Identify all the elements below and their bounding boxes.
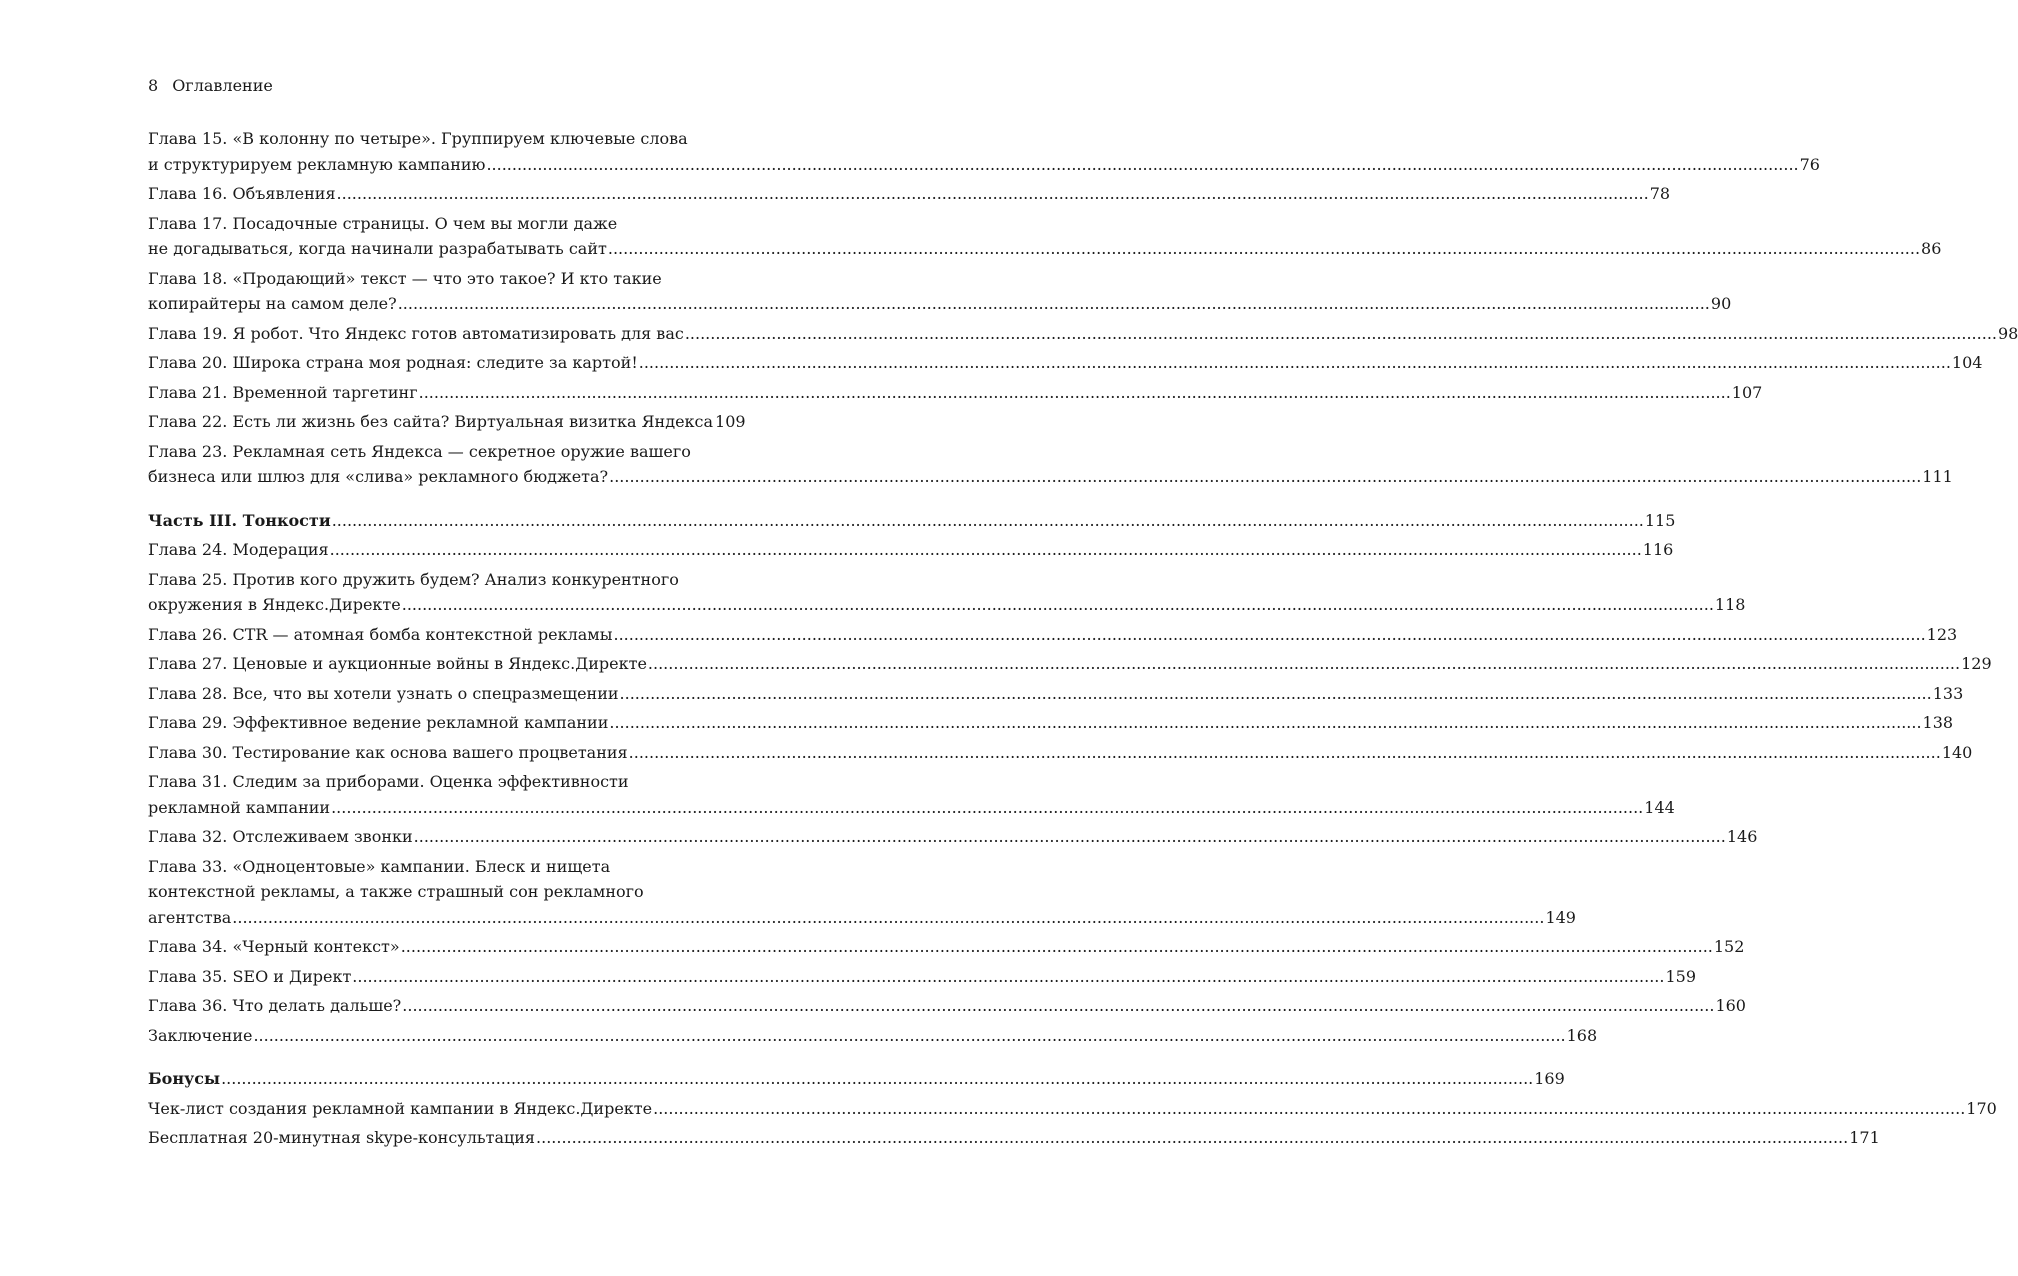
toc-entry-title: Чек-лист создания рекламной кампании в Яндекс.Директе: [148, 1098, 653, 1118]
toc-page-number: 76: [1799, 154, 1820, 174]
toc-entry-title: Бесплатная 20-минутная skype-консультация: [148, 1128, 536, 1147]
toc-entry-title: Глава 18. «Продающий» текст — что это такое? И кто такие: [148, 268, 662, 288]
toc-line: [148, 266, 738, 292]
toc-entry: [148, 266, 1732, 317]
toc-entry: [148, 1023, 1598, 1049]
page-number: 8: [148, 76, 159, 95]
toc-page-number: 171: [1849, 1128, 1880, 1147]
toc-entry: [148, 537, 1674, 563]
toc-page-number: 90: [1710, 294, 1732, 313]
dot-leader: [648, 651, 1960, 677]
toc-entry-title: Заключение: [148, 1025, 253, 1045]
toc-entry: [148, 993, 1746, 1019]
toc-entry-title: Глава 35. SEO и Директ: [148, 966, 352, 986]
toc-entry-title: Глава 26. CTR — атомная бомба контекстной рекламы: [148, 624, 613, 644]
dot-leader: [401, 934, 1713, 960]
toc-entry-title: Глава 33. «Одноцентовые» кампании. Блеск и нищета: [148, 856, 611, 876]
toc-entry-title: Глава 25. Против кого дружить будем? Анализ конкурентного: [148, 569, 679, 589]
toc-entry: [148, 380, 1763, 406]
toc-page-number: 109: [715, 412, 746, 431]
toc-entry-title: Глава 30. Тестирование как основа вашего процветания: [148, 742, 628, 762]
toc-line: [148, 380, 1763, 406]
dot-leader: [536, 1125, 1848, 1151]
toc-entry-title: Глава 28. Все, что вы хотели узнать о спецразмещении: [148, 683, 619, 703]
toc-line: [148, 321, 2018, 347]
toc-entry-title: Глава 36. Что делать дальше?: [148, 996, 402, 1015]
toc-entry-title: контекстной рекламы, а также страшный сон рекламного: [148, 882, 644, 901]
dot-leader: [609, 710, 1921, 736]
toc-page-number: 129: [1961, 654, 1992, 673]
toc-line: [148, 964, 1697, 990]
toc-page-number: 168: [1566, 1025, 1598, 1045]
toc-page-number: 138: [1922, 713, 1954, 732]
dot-leader: [639, 350, 1951, 376]
toc-entry: [148, 651, 1992, 677]
toc-line: [148, 592, 1746, 618]
toc-entry-title: не догадываться, когда начинали разрабатывать сайт: [148, 239, 607, 258]
toc-entry: [148, 710, 1954, 736]
toc-entry-title: Глава 22. Есть ли жизнь без сайта? Виртуальная визитка Яндекса: [148, 412, 714, 431]
toc-page-number: 140: [1941, 742, 1973, 762]
toc-entry: [148, 1066, 1565, 1092]
dot-leader: [398, 291, 1710, 317]
running-title: Оглавление: [172, 76, 273, 95]
dot-leader: [653, 1096, 1965, 1122]
dot-leader: [402, 592, 1714, 618]
toc-entry: [148, 740, 1973, 766]
toc-line: [148, 769, 738, 795]
toc-entry: [148, 824, 1758, 850]
dot-leader: [414, 824, 1726, 850]
dot-leader: [402, 993, 1714, 1019]
toc-entry-title: Глава 32. Отслеживаем звонки: [148, 827, 413, 846]
toc-entry: [148, 508, 1676, 534]
toc-page-number: 144: [1644, 797, 1675, 817]
toc-entry-title: Глава 27. Ценовые и аукционные войны в Яндекс.Директе: [148, 654, 647, 673]
toc-entry-title: Глава 16. Объявления: [148, 184, 336, 203]
toc-line: [148, 905, 1576, 931]
toc-entry-title: Глава 21. Временной таргетинг: [148, 382, 418, 402]
toc-page-number: 78: [1649, 184, 1671, 203]
toc-line: [148, 993, 1746, 1019]
toc-entry: [148, 409, 746, 435]
toc-page-number: 104: [1951, 353, 1983, 372]
toc-line: [148, 464, 1953, 490]
toc-entry: [148, 181, 1671, 207]
dot-leader: [352, 964, 1664, 990]
toc-line: [148, 740, 1973, 766]
toc-entry: [148, 211, 1942, 262]
toc-line: [148, 824, 1758, 850]
dot-leader: [629, 740, 1941, 766]
toc-line: [148, 508, 1676, 534]
toc-line: [148, 439, 738, 465]
toc-page-number: 159: [1665, 966, 1697, 986]
toc-line: [148, 211, 738, 237]
toc-line: [148, 236, 1942, 262]
toc-entry: [148, 567, 1746, 618]
dot-leader: [608, 236, 1920, 262]
toc-entry: [148, 321, 2018, 347]
toc-page-number: 170: [1966, 1098, 1997, 1118]
toc-entry: [148, 1125, 1880, 1151]
running-head: [148, 74, 273, 98]
toc-line: [148, 1023, 1598, 1049]
toc-page-number: 111: [1922, 467, 1953, 486]
toc-entry-title: Глава 19. Я робот. Что Яндекс готов автоматизировать для вас: [148, 323, 684, 343]
toc-line: [148, 879, 738, 905]
dot-leader: [419, 380, 1731, 406]
toc-page-number: 149: [1545, 907, 1576, 927]
toc-line: [148, 1125, 1880, 1151]
toc-page-number: 133: [1932, 683, 1964, 703]
toc-page-number: 98: [1997, 323, 2018, 343]
toc-page-number: 118: [1714, 595, 1746, 614]
toc-entry-title: и структурируем рекламную кампанию: [148, 154, 486, 174]
toc-entry-title: Глава 24. Модерация: [148, 540, 329, 559]
toc-line: [148, 681, 1964, 707]
toc-page-number: 160: [1715, 996, 1746, 1015]
toc-entry-title: агентства: [148, 907, 232, 927]
toc-entry: [148, 964, 1697, 990]
toc-entry-title: окружения в Яндекс.Директе: [148, 595, 401, 614]
toc-entry: [148, 439, 1953, 490]
dot-leader: [609, 464, 1921, 490]
toc-page-number: 123: [1926, 624, 1958, 644]
table-of-contents: [148, 126, 2018, 1155]
toc-line: [148, 350, 1983, 376]
dot-leader: [253, 1023, 1565, 1049]
toc-page-number: 116: [1642, 540, 1674, 559]
toc-entry-title: Глава 29. Эффективное ведение рекламной кампании: [148, 713, 609, 732]
toc-entry: [148, 934, 1745, 960]
toc-entry-title: Глава 15. «В колонну по четыре». Группируем ключевые слова: [148, 129, 688, 148]
toc-page-number: 86: [1921, 239, 1942, 258]
dot-leader: [613, 622, 1925, 648]
toc-line: [148, 181, 1671, 207]
dot-leader: [221, 1066, 1533, 1092]
toc-line: [148, 409, 746, 435]
dot-leader: [330, 537, 1642, 563]
toc-entry: [148, 681, 1964, 707]
toc-page-number: 107: [1731, 382, 1763, 402]
toc-line: [148, 651, 1992, 677]
toc-page-number: 115: [1644, 510, 1676, 530]
toc-line: [148, 934, 1745, 960]
toc-entry: [148, 854, 1576, 931]
dot-leader: [332, 508, 1644, 534]
dot-leader: [337, 181, 1649, 207]
toc-line: [148, 1096, 1997, 1122]
toc-entry-title: Глава 34. «Черный контекст»: [148, 937, 400, 956]
toc-line: [148, 710, 1954, 736]
dot-leader: [685, 321, 1997, 347]
toc-line: [148, 795, 1675, 821]
dot-leader: [620, 681, 1932, 707]
toc-line: [148, 622, 1958, 648]
toc-entry-title: Глава 20. Широка страна моя родная: следите за картой!: [148, 353, 638, 372]
toc-line: [148, 126, 738, 152]
toc-line: [148, 152, 1820, 178]
toc-line: [148, 1066, 1565, 1092]
toc-entry-title: Глава 23. Рекламная сеть Яндекса — секретное оружие вашего: [148, 441, 691, 461]
toc-page-number: 152: [1713, 937, 1745, 956]
toc-page-number: 169: [1534, 1069, 1565, 1088]
toc-page-number: 146: [1726, 827, 1758, 846]
dot-leader: [232, 905, 1544, 931]
toc-entry-title: бизнеса или шлюз для «слива» рекламного бюджета?: [148, 467, 609, 486]
toc-entry: [148, 126, 1820, 177]
toc-line: [148, 537, 1674, 563]
toc-entry-title: Часть III. Тонкости: [148, 510, 331, 530]
toc-entry-title: Глава 31. Следим за приборами. Оценка эффективности: [148, 772, 629, 791]
toc-entry: [148, 1096, 1997, 1122]
toc-entry-title: копирайтеры на самом деле?: [148, 294, 397, 313]
toc-entry-title: Бонусы: [148, 1069, 221, 1088]
toc-entry-title: рекламной кампании: [148, 797, 331, 817]
toc-entry-title: Глава 17. Посадочные страницы. О чем вы могли даже: [148, 213, 618, 233]
toc-entry: [148, 622, 1958, 648]
dot-leader: [486, 152, 1798, 178]
toc-line: [148, 291, 1732, 317]
toc-entry: [148, 769, 1675, 820]
dot-leader: [331, 795, 1643, 821]
toc-line: [148, 567, 738, 593]
toc-entry: [148, 350, 1983, 376]
toc-line: [148, 854, 738, 880]
